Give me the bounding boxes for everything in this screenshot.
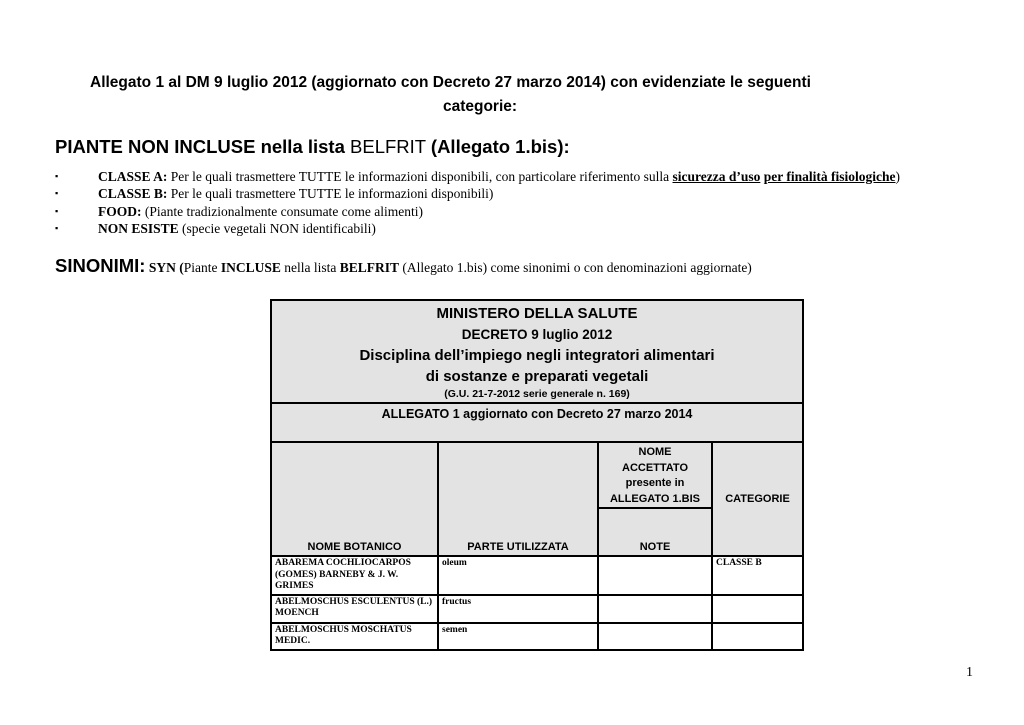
syn-text-2: nella lista [284,260,337,275]
food-label: FOOD: [98,203,142,219]
cell-nome-botanico: ABELMOSCHUS ESCULENTUS (L.) MOENCH [271,595,438,623]
ministry-title: MINISTERO DELLA SALUTE [436,305,638,322]
col-header-note: NOTE [598,508,712,556]
cell-parte: semen [438,623,598,650]
non-esiste-label: NON ESISTE [98,220,179,236]
cell-categoria: CLASSE B [712,556,803,595]
classe-b-text: Per le quali trasmettere TUTTE le informazioni disponibili) [170,186,494,202]
non-esiste-text: (specie vegetali NON identificabili) [182,220,376,236]
table-row [271,623,803,650]
syn-text-3: (Allegato 1.bis) come sinonimi o con denominazioni aggiornate) [402,260,752,275]
list-item-non-esiste [55,220,900,237]
classe-a-label: CLASSE A: [98,169,168,184]
page-number: 1 [966,665,973,680]
discipline-subtitle: di sostanze e preparati vegetali [425,368,649,385]
header-line-1: Allegato 1 al DM 9 luglio 2012 (aggiornato con Decreto 27 marzo 2014) con evidenziate le seguenti [90,74,811,91]
nome-acc-line-2: ACCETTATO [622,461,688,474]
classe-a-end: ) [895,169,900,184]
heading-belfrit: BELFRIT [350,136,426,157]
cell-nome-accettato [598,595,712,623]
sinonimi-label: SINONIMI: [55,255,146,276]
cell-parte: oleum [438,556,598,595]
section-heading-piante [55,136,570,158]
document-header [90,74,870,116]
col-header-nome-botanico: NOME BOTANICO [271,442,438,556]
nome-acc-line-3: presente in [625,477,685,489]
list-item-classe-a [55,168,900,185]
cell-categoria [712,595,803,623]
bullet-marker: ▪ [55,171,59,181]
col-header-nome-accettato [598,442,712,508]
decree-title: DECRETO 9 luglio 2012 [461,327,613,342]
nome-acc-line-4: ALLEGATO 1.BIS [609,492,701,505]
syn-label: SYN [148,260,176,275]
bullet-marker: ▪ [55,222,59,233]
syn-text-1: Piante [183,260,218,275]
syn-belfrit: BELFRIT [339,260,400,275]
allegato-table [270,299,804,651]
cell-nome-accettato [598,623,712,650]
category-list [55,168,900,237]
table-row [271,556,803,595]
classe-b-label: CLASSE B: [98,186,168,202]
heading-bold-part: PIANTE NON INCLUSE nella lista [55,136,345,157]
table-title-block [271,300,803,403]
classe-a-underline-2: per finalità fisiologiche [763,169,896,184]
bullet-marker: ▪ [55,188,59,199]
cell-nome-botanico: ABAREMA COCHLIOCARPOS (GOMES) BARNEBY & J. W. GRIMES [271,556,438,595]
cell-parte: fructus [438,595,598,623]
col-header-parte-utilizzata: PARTE UTILIZZATA [438,442,598,556]
syn-paren: ( [179,260,184,275]
sinonimi-line [55,255,752,277]
list-item-food [55,203,900,220]
heading-allegato: (Allegato 1.bis): [430,136,570,157]
allegato-caption: ALLEGATO 1 aggiornato con Decreto 27 marzo 2014 [271,403,803,442]
bullet-marker: ▪ [55,205,59,216]
nome-acc-line-1: NOME [638,446,672,458]
header-line-2: categorie: [442,98,518,115]
cell-categoria [712,623,803,650]
col-header-categorie: CATEGORIE [712,442,803,556]
gazette-reference: (G.U. 21-7-2012 serie generale n. 169) [444,388,630,400]
cell-nome-accettato [598,556,712,595]
table-row [271,595,803,623]
list-item-classe-b [55,185,900,202]
syn-incluse: INCLUSE [220,260,281,275]
discipline-title: Disciplina dell’impiego negli integratori alimentari [359,347,715,364]
classe-a-text: Per le quali trasmettere TUTTE le informazioni disponibili, con particolare riferimento sulla [170,169,670,184]
cell-nome-botanico: ABELMOSCHUS MOSCHATUS MEDIC. [271,623,438,650]
food-text: (Piante tradizionalmente consumate come alimenti) [144,203,424,219]
classe-a-underline-1: sicurezza d’uso [672,169,761,184]
